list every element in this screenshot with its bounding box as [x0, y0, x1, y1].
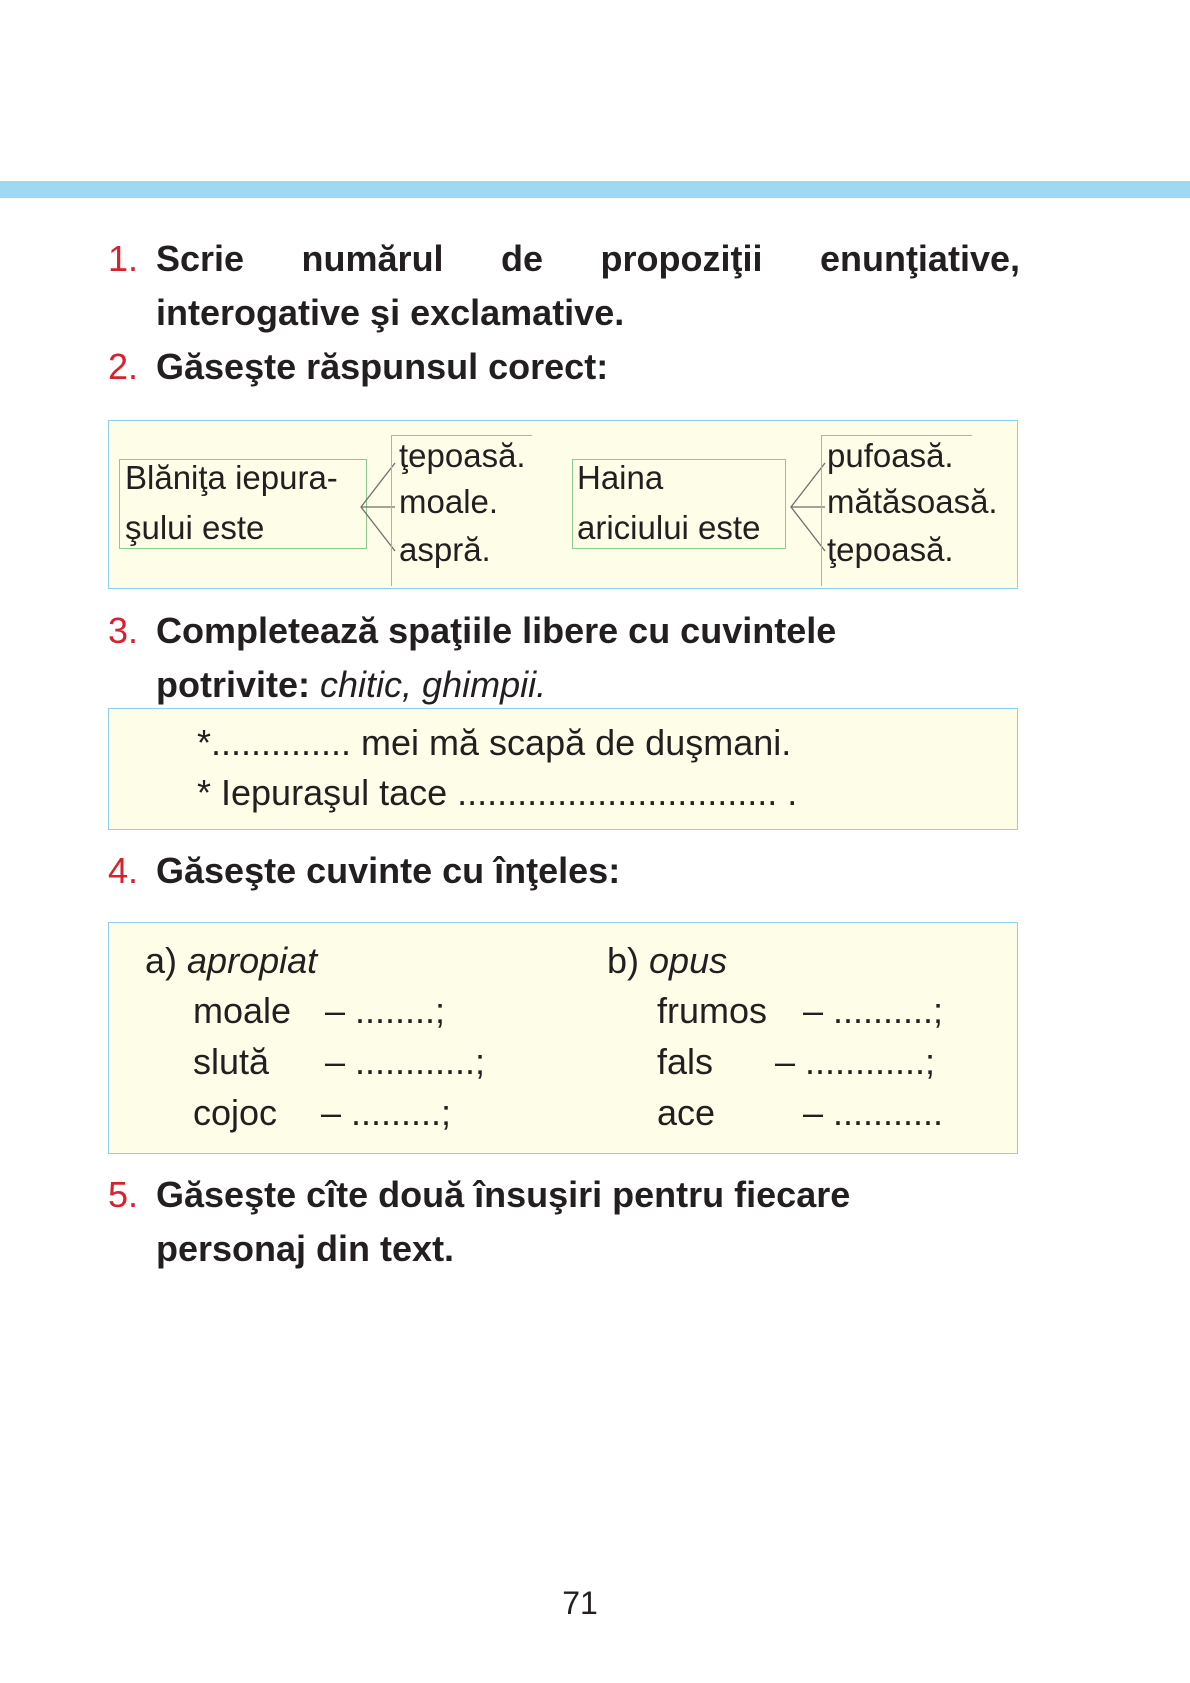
answer-blank: – ..........;	[803, 990, 944, 1031]
item-label: a)	[145, 940, 178, 981]
options-left	[399, 433, 526, 573]
exercise-1	[108, 232, 1020, 340]
option: moale.	[399, 483, 499, 520]
exercise-number: 4.	[108, 850, 139, 891]
exercise-text: Găseşte cuvinte cu înţeles:	[156, 850, 621, 891]
word: cojoc	[193, 1092, 278, 1133]
exercise-2-panel	[108, 420, 1018, 589]
exercise-3-panel	[108, 708, 1018, 830]
fill-line: *.............. mei mă scapă de duşmani.	[197, 722, 792, 763]
exercise-text: Completează spaţiile libere cu cuvintele	[156, 610, 837, 651]
answer-blank: – ...........	[803, 1092, 944, 1133]
word: enunţiative,	[819, 238, 1020, 279]
word: slută	[193, 1041, 270, 1082]
option: aspră.	[399, 531, 491, 568]
word: Scrie	[156, 238, 245, 279]
word-list: chitic, ghimpii.	[320, 664, 547, 705]
option: mătăsoasă.	[827, 483, 998, 520]
page-number: 71	[562, 1585, 598, 1621]
stem-text-left	[125, 453, 338, 553]
stem-line: Blăniţa iepura-	[125, 459, 338, 496]
exercise-3	[108, 604, 1020, 712]
answer-blank: – ............;	[775, 1041, 936, 1082]
exercise-text: Găseşte cîte două însuşiri pentru fiecare	[156, 1174, 851, 1215]
exercise-4-panel	[108, 922, 1018, 1154]
exercise-2	[108, 340, 1020, 394]
word: de	[501, 238, 544, 279]
column-title: opus	[649, 940, 728, 981]
stem-line: şului este	[125, 509, 265, 546]
exercise-5	[108, 1168, 1020, 1276]
exercise-number: 3.	[108, 610, 139, 651]
label-bold: potrivite:	[156, 664, 311, 705]
stem-line: Haina	[577, 459, 664, 496]
exercise-number: 2.	[108, 346, 139, 387]
fill-line: * Iepuraşul tace ................................ .	[197, 772, 798, 813]
exercise-text: Găseşte răspunsul corect:	[156, 346, 609, 387]
option: ţepoasă.	[399, 437, 526, 474]
exercise-number: 5.	[108, 1174, 139, 1215]
exercise-4	[108, 844, 1020, 898]
word: fals	[657, 1041, 714, 1082]
answer-blank: – .........;	[321, 1092, 452, 1133]
column-title: apropiat	[187, 940, 318, 981]
options-right	[827, 433, 998, 573]
word: moale	[193, 990, 292, 1031]
stem-line: ariciului este	[577, 509, 761, 546]
column-a-heading	[145, 935, 317, 987]
word: frumos	[657, 990, 768, 1031]
answer-blank: – ............;	[325, 1041, 486, 1082]
answer-blank: – ........;	[325, 990, 446, 1031]
header-band	[0, 181, 1190, 198]
exercise-text-line2: interogative şi exclamative.	[156, 292, 625, 333]
column-b-heading	[607, 935, 727, 987]
word: numărul	[301, 238, 444, 279]
option: ţepoasă.	[827, 531, 954, 568]
exercise-text-line2: personaj din text.	[156, 1228, 455, 1269]
exercise-text-line2	[108, 658, 1020, 712]
stem-text-right	[577, 453, 760, 553]
option: pufoasă.	[827, 437, 954, 474]
word: propoziţii	[600, 238, 763, 279]
word: ace	[657, 1092, 716, 1133]
exercise-number: 1.	[108, 238, 139, 279]
item-label: b)	[607, 940, 640, 981]
